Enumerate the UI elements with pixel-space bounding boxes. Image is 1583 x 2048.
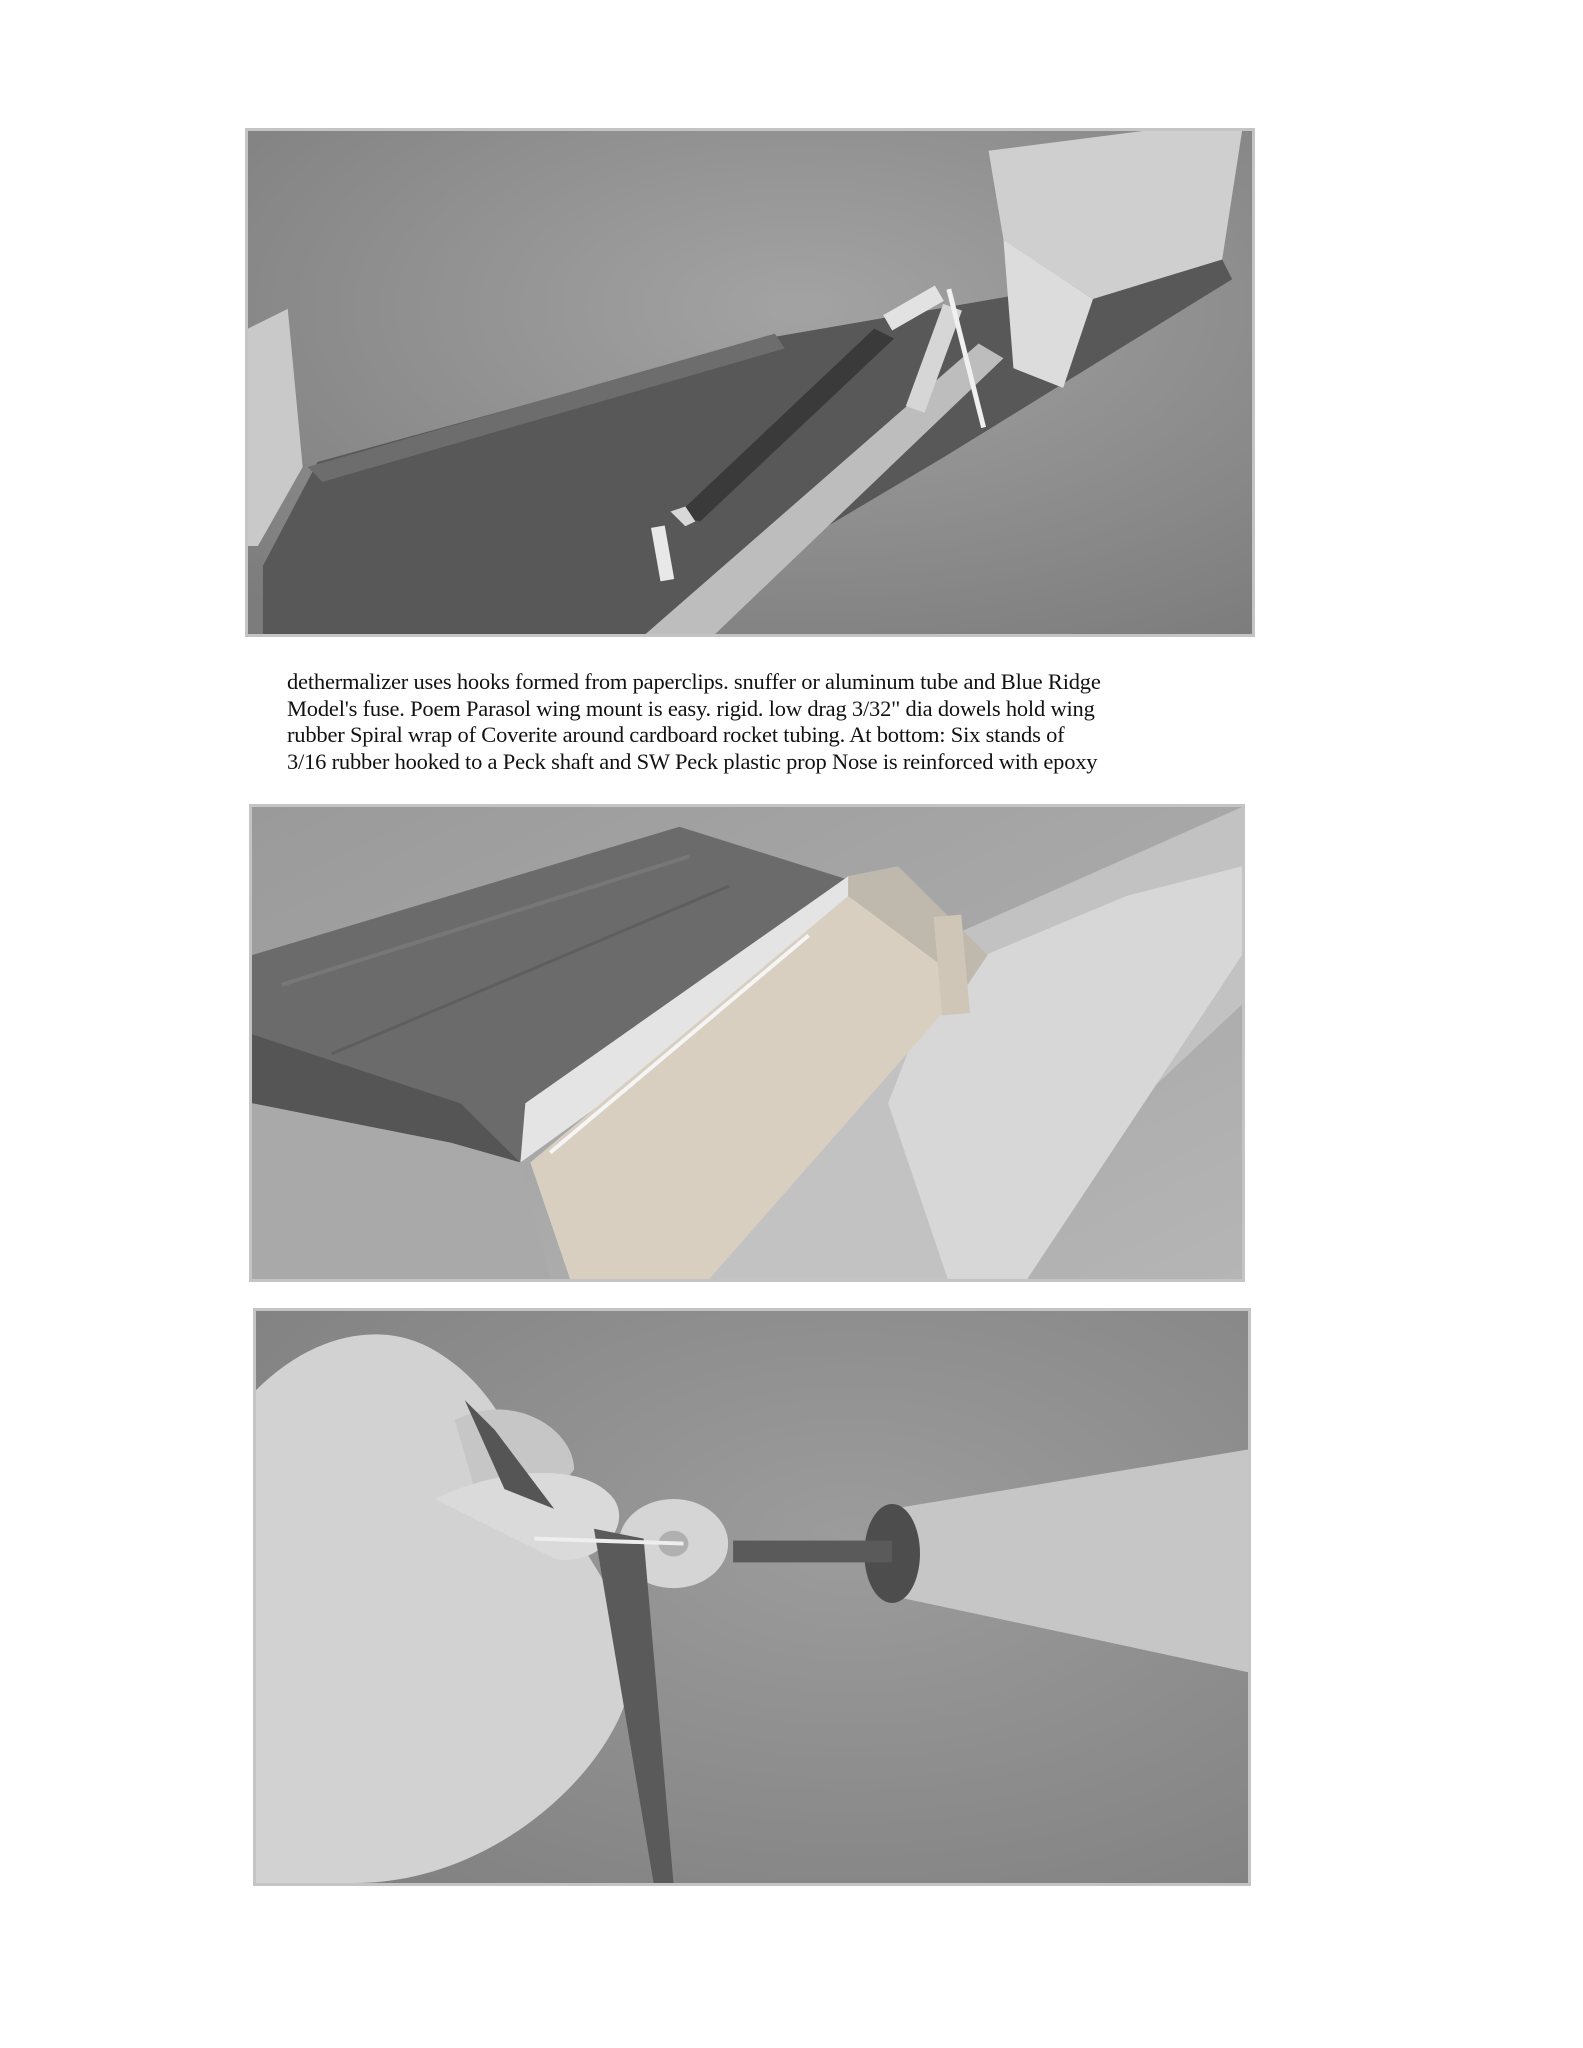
caption-line: Model's fuse. Poem Parasol wing mount is easy. rigid. low drag 3/32" dia dowels hold wing <box>287 695 1095 721</box>
photo-prop-nose <box>253 1308 1251 1886</box>
photo-wing-mount-image <box>252 807 1242 1279</box>
photo-dethermalizer <box>245 128 1255 637</box>
photo-wing-mount <box>249 804 1245 1282</box>
photo-dethermalizer-image <box>248 131 1252 634</box>
photo-prop-nose-image <box>256 1311 1248 1883</box>
caption-line: 3/16 rubber hooked to a Peck shaft and SW Peck plastic prop Nose is reinforced with epoxy <box>287 748 1098 774</box>
caption-line: dethermalizer uses hooks formed from paperclips. snuffer or aluminum tube and Blue Ridge <box>287 669 1101 694</box>
caption-line: rubber Spiral wrap of Coverite around cardboard rocket tubing. At bottom: Six stands of <box>287 722 1065 747</box>
photo-caption <box>287 669 1247 775</box>
